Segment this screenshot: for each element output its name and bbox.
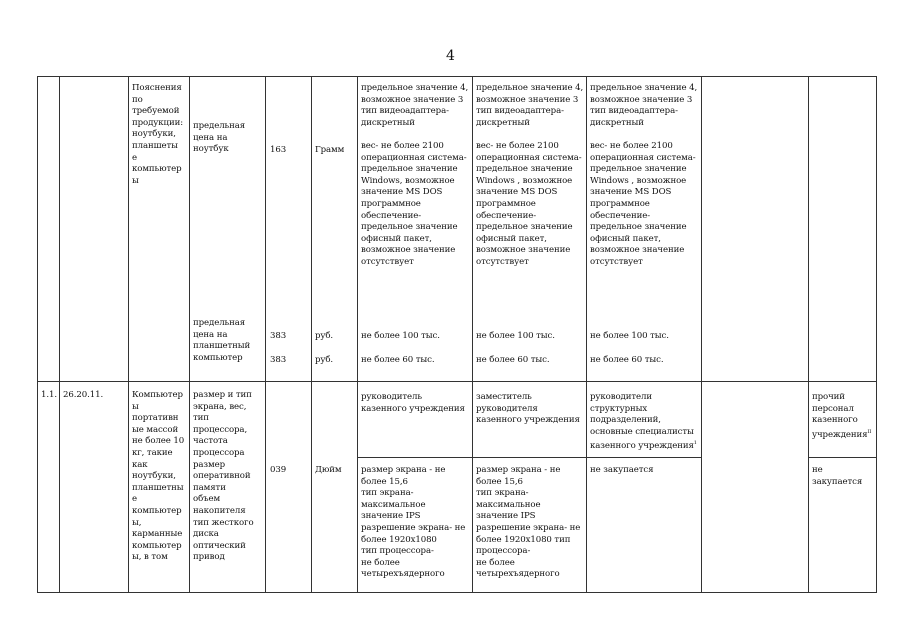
footnote-mark: II	[867, 428, 872, 435]
unit-code: 163	[270, 145, 287, 155]
unit-name: Дюйм	[315, 465, 342, 475]
page-number: 4	[446, 48, 455, 64]
product-name: Компьютер ы портативн ые массой не более 10 кг, такие как ноутбуки, планшетны е компьютер ы, карманные компьютер ы, в том	[132, 390, 185, 563]
col-line	[808, 76, 809, 593]
col-line	[128, 76, 129, 593]
position-deputy: заместитель руководителя казенного учреждения	[476, 392, 580, 426]
price-value: не более 60 тыс.	[476, 355, 550, 365]
col-line	[311, 76, 312, 593]
col-line	[59, 76, 60, 593]
value-group-3: предельное значение 4, возможное значение 3 тип видеоадаптера- дискретный вес- не более 2100 операционная система- предельное значение Windows , возможное значение MS DOS программное обеспечение- предельное значение офисный пакет, возможное значение отсутствует	[590, 83, 698, 267]
col-line	[876, 76, 877, 593]
unit-name: Грамм	[315, 145, 345, 155]
notebook-price-label: предельная цена на ноутбук	[193, 121, 246, 155]
footnote-mark: 1	[693, 440, 697, 447]
value-group-2: предельное значение 4, возможное значение 3 тип видеоадаптера- дискретный вес- не более 2100 операционная система- предельное значение Windows , возможное значение MS DOS программное обеспечение- предельное значение офисный пакет, возможное значение отсутствует	[476, 83, 584, 267]
row-divider	[37, 381, 876, 382]
col-line	[189, 76, 190, 593]
position-specialists	[590, 392, 697, 453]
spec-deputy: размер экрана - не более 15,6 тип экрана- максимальное значение IPS разрешение экрана- не более 1920x1080 тип процессора- не более четырехъядерного	[476, 465, 581, 580]
price-value: не более 100 тыс.	[590, 331, 669, 341]
position-other-staff	[812, 392, 871, 441]
unit-code: 039	[270, 465, 287, 475]
unit-name: руб.	[315, 355, 334, 365]
tablet-price-label: предельная цена на планшетный компьютер	[193, 318, 251, 363]
col-line	[265, 76, 266, 593]
price-value: не более 100 тыс.	[476, 331, 555, 341]
spec-specialists: не закупается	[590, 465, 654, 475]
unit-code: 383	[270, 355, 287, 365]
position-head: руководитель казенного учреждения	[361, 392, 465, 414]
okpd-code: 26.20.11.	[63, 390, 104, 400]
spec-head: размер экрана - не более 15,6 тип экрана- максимальное значение IPS разрешение экрана- не более 1920x1080 тип процессора- не более четырехъядерного	[361, 465, 466, 580]
position-other-text: прочий персонал казенного учреждения	[812, 392, 868, 440]
unit-name: руб.	[315, 331, 334, 341]
table-bottom-border	[37, 592, 876, 593]
table-top-border	[37, 76, 876, 77]
col-line	[37, 76, 38, 593]
inner-row-divider-right	[808, 457, 876, 458]
col-line	[586, 76, 587, 593]
position-specialists-text: руководители структурных подразделений, основные специалисты казенного учреждения	[590, 392, 694, 452]
value-group-1: предельное значение 4, возможное значение 3 тип видеоадаптера- дискретный вес- не более 2100 операционная система- предельное значение Windows, возможное значение MS DOS программное обеспечение- предельное значение офисный пакет, возможное значение отсутствует	[361, 83, 469, 267]
col-line	[472, 76, 473, 593]
spec-other-staff: не закупается	[812, 465, 863, 487]
col-line	[701, 76, 702, 593]
price-value: не более 100 тыс.	[361, 331, 440, 341]
inner-row-divider	[357, 457, 702, 458]
col-line	[357, 76, 358, 593]
row-number: 1.1.	[41, 390, 57, 400]
characteristics-list: размер и тип экрана, вес, тип процессора, частота процессора размер оперативной памяти объем накопителя тип жесткого диска оптический привод	[193, 390, 254, 563]
price-value: не более 60 тыс.	[590, 355, 664, 365]
price-value: не более 60 тыс.	[361, 355, 435, 365]
unit-code: 383	[270, 331, 287, 341]
explanation-cell: Пояснения по требуемой продукции: ноутбуки, планшеты е компьютер ы	[132, 83, 183, 186]
